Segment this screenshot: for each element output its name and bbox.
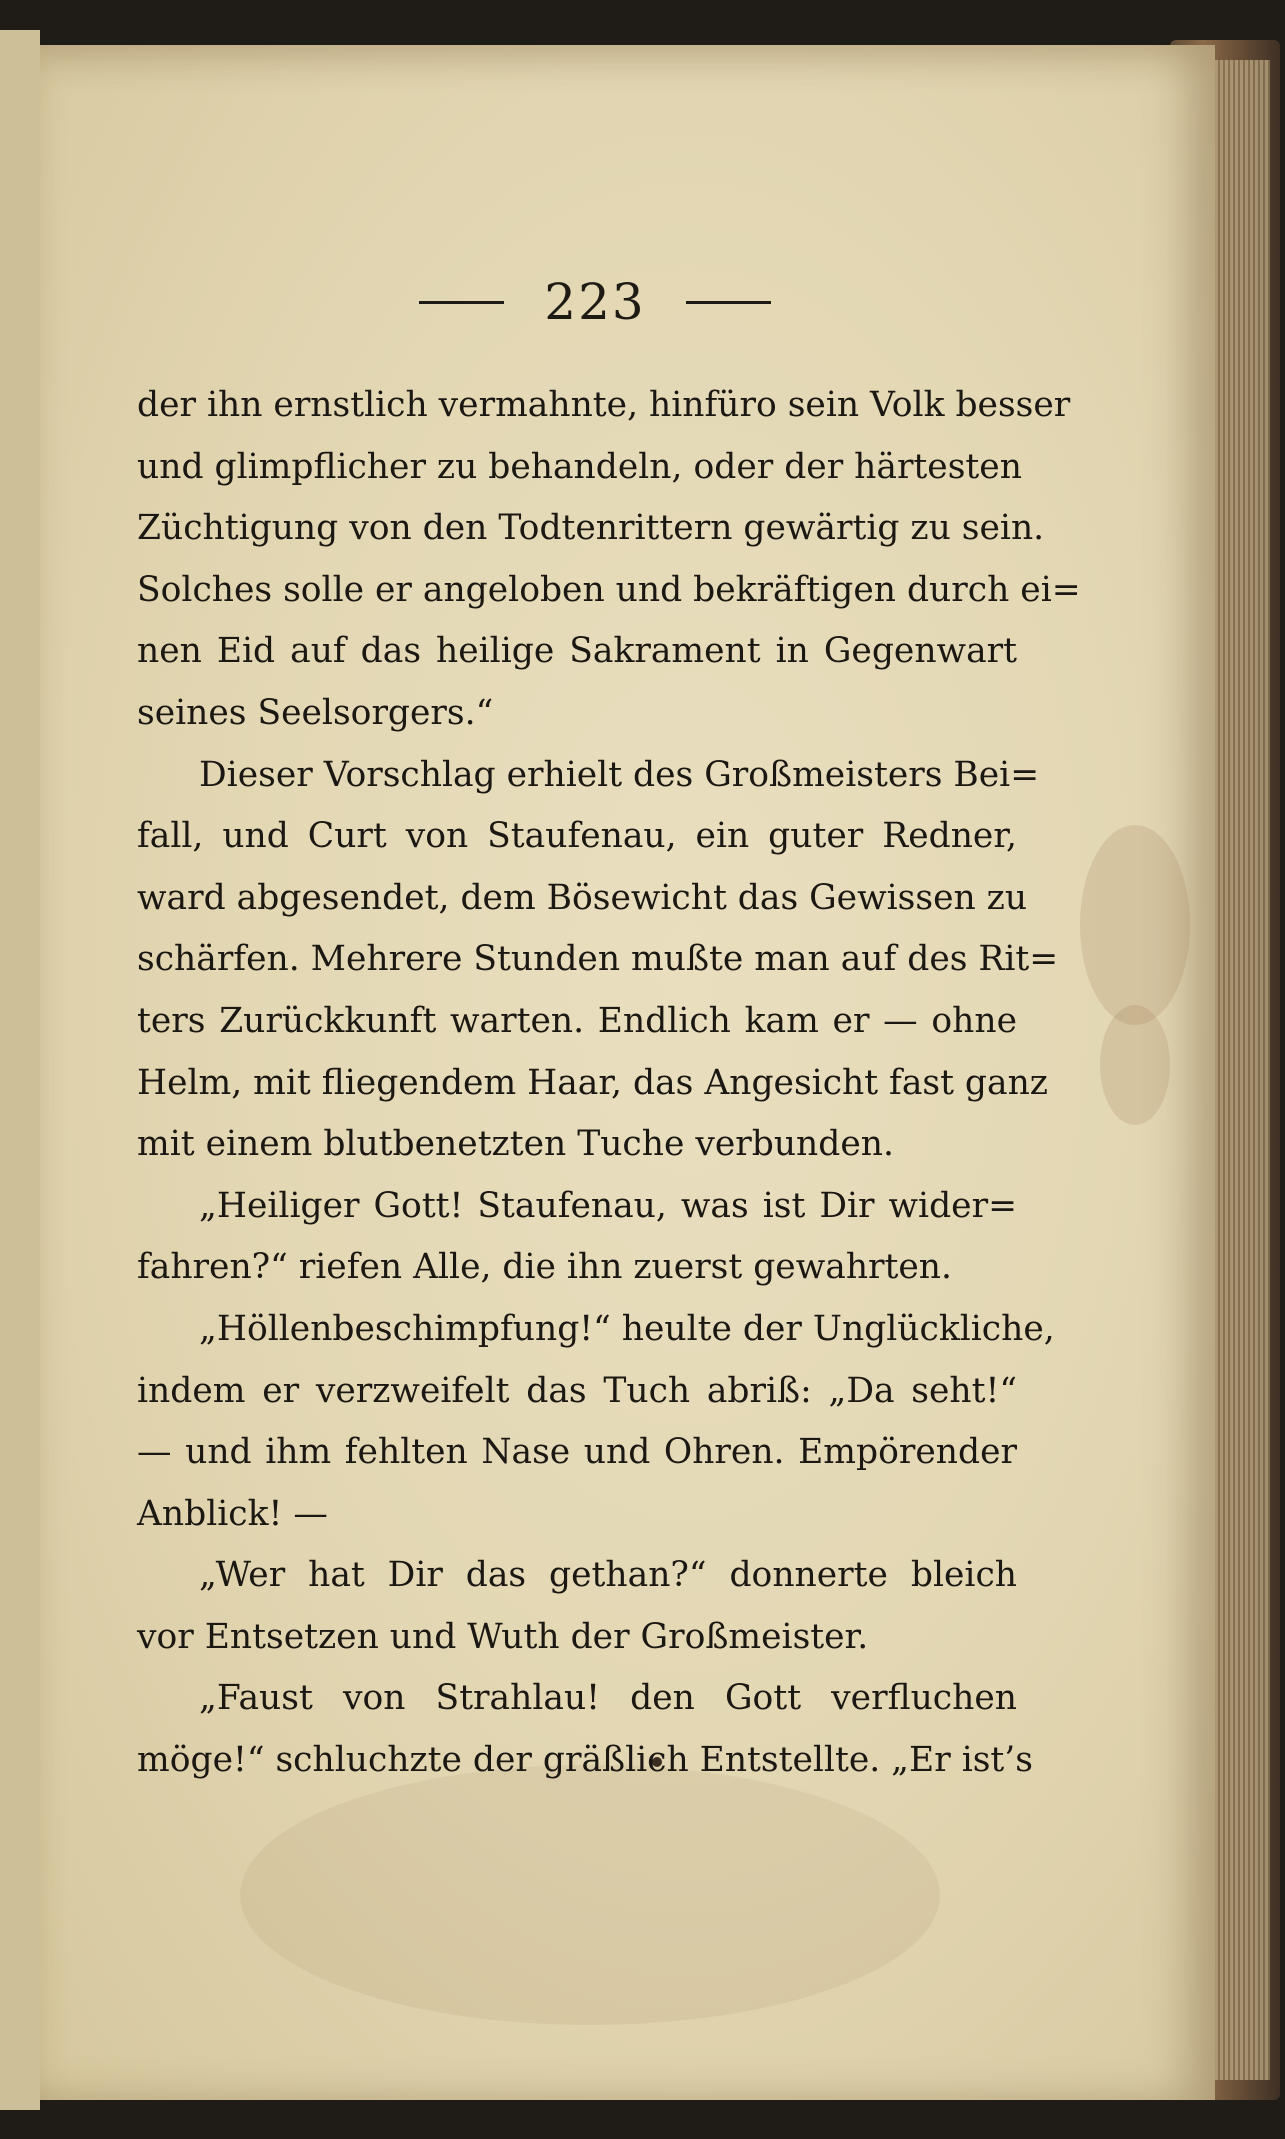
text-line: seines Seelsorgers.“ [137,692,494,733]
paper-stain [1080,825,1190,1025]
header-dash-right [686,301,771,304]
text-line: der ihn ernstlich vermahnte, hinfüro sein Volk besser [137,385,1071,425]
text-line: schärfen. Mehrere Stunden mußte man auf des Rit= [137,939,1059,980]
text-line: „Heiliger Gott! Staufenau, was ist Dir wider= [199,1185,1017,1226]
text-line: — und ihm fehlten Nase und Ohren. Empörender [137,1432,1017,1473]
text-line: mit einem blutbenetzten Tuche verbunden. [137,1124,894,1165]
page-number: 223 [544,273,646,331]
paper-stain [240,1765,940,2025]
text-line: „Faust von Strahlau! den Gott verfluchen [199,1678,1017,1719]
text-line: Anblick! — [137,1493,328,1534]
header-dash-left [419,301,504,304]
text-line: fahren?“ riefen Alle, die ihn zuerst gewahrten. [137,1247,952,1288]
text-line: ters Zurückkunft warten. Endlich kam er — ohne [137,1000,1017,1041]
text-line: indem er verzweifelt das Tuch abriß: „Da seht!“ [137,1370,1017,1411]
text-line: „Höllenbeschimpfung!“ heulte der Unglückliche, [199,1308,1055,1349]
text-line: „Wer hat Dir das gethan?“ donnerte bleich [199,1555,1017,1596]
page-paper [40,45,1215,2100]
text-line: Züchtigung von den Todtenrittern gewärtig zu sein. [137,508,1045,549]
text-line: möge!“ schluchzte der gräßlich Entstellte. „Er ist’s [137,1740,1033,1781]
text-line: nen Eid auf das heilige Sakrament in Gegenwart [137,631,1017,672]
text-line: Solches solle er angeloben und bekräftigen durch ei= [137,569,1081,610]
paper-stain [1100,1005,1170,1125]
body-text [137,375,1081,1792]
text-line: vor Entsetzen und Wuth der Großmeister. [137,1616,869,1657]
text-line: fall, und Curt von Staufenau, ein guter Redner, [137,816,1017,857]
page-header [40,273,1150,331]
left-page-strip [0,30,40,2110]
text-line: Helm, mit fliegendem Haar, das Angesicht fast ganz [137,1062,1048,1103]
text-line: Dieser Vorschlag erhielt des Großmeisters Bei= [199,754,1040,795]
text-line: ward abgesendet, dem Bösewicht das Gewissen zu [137,877,1028,918]
text-line: und glimpflicher zu behandeln, oder der härtesten [137,446,1022,487]
